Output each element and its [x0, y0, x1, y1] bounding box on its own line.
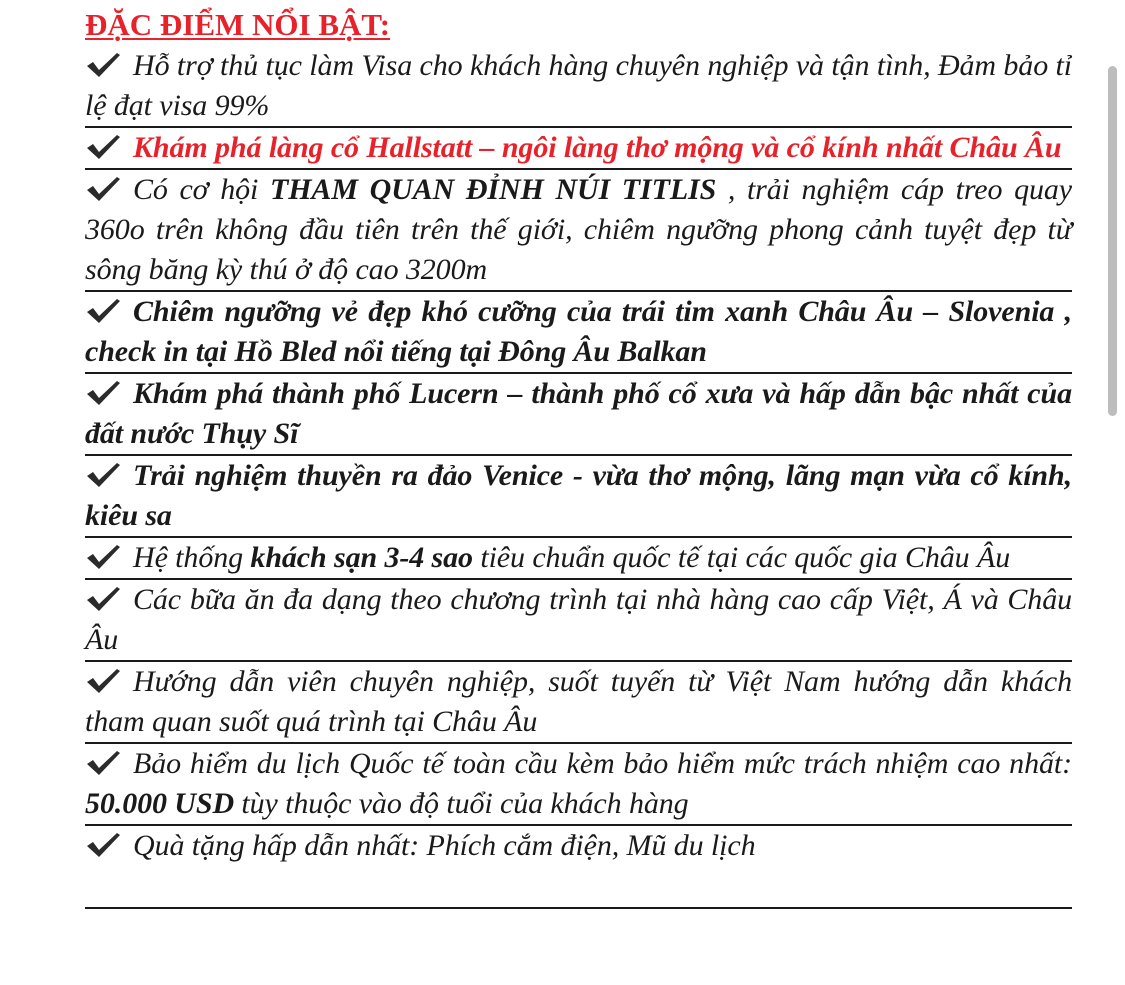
feature-text: Chiêm ngưỡng vẻ đẹp khó cưỡng của trái tim xanh Châu Âu – Slovenia , check in tại Hồ Bled nổi tiếng tại Đông Âu Balkan: [85, 295, 1072, 368]
feature-text: , trải nghiệm cáp treo quay 360o trên không đầu tiên trên thế giới, chiêm ngưỡng phong cảnh tuyệt đẹp từ sông băng kỳ thú ở độ cao 3200m: [85, 173, 1072, 286]
scrollbar-thumb[interactable]: [1108, 66, 1117, 416]
feature-item-slovenia: [85, 292, 1072, 374]
feature-item-titlis: [85, 170, 1072, 292]
check-icon: [85, 380, 121, 406]
feature-text: Các bữa ăn đa dạng theo chương trình tại nhà hàng cao cấp Việt, Á và Châu Âu: [85, 583, 1072, 656]
check-icon: [85, 750, 121, 776]
divider: [85, 866, 1072, 909]
check-icon: [85, 298, 121, 324]
check-icon: [85, 668, 121, 694]
section-heading: ĐẶC ĐIỂM NỔI BẬT:: [85, 7, 391, 42]
feature-text: Hướng dẫn viên chuyên nghiệp, suốt tuyến từ Việt Nam hướng dẫn khách tham quan suốt quá trình tại Châu Âu: [85, 665, 1072, 738]
feature-text: Hệ thống: [133, 541, 251, 574]
check-icon: [85, 176, 121, 202]
feature-text: tiêu chuẩn quốc tế tại các quốc gia Châu Âu: [472, 541, 1011, 574]
check-icon: [85, 586, 121, 612]
feature-text: Quà tặng hấp dẫn nhất: Phích cắm điện, Mũ du lịch: [133, 829, 756, 862]
feature-item-gift: [85, 826, 1072, 866]
feature-text: Hỗ trợ thủ tục làm Visa cho khách hàng chuyên nghiệp và tận tình, Đảm bảo tỉ lệ đạt visa 99%: [85, 49, 1072, 122]
feature-item-hallstatt: [85, 128, 1072, 170]
feature-text: Trải nghiệm thuyền ra đảo Venice - vừa thơ mộng, lãng mạn vừa cổ kính, kiêu sa: [85, 459, 1072, 532]
feature-item-venice: [85, 456, 1072, 538]
feature-item-guide: [85, 662, 1072, 744]
feature-item-meals: [85, 580, 1072, 662]
check-icon: [85, 52, 121, 78]
feature-text: Bảo hiểm du lịch Quốc tế toàn cầu kèm bảo hiểm mức trách nhiệm cao nhất:: [133, 747, 1072, 780]
feature-item-hotel: [85, 538, 1072, 580]
feature-text-bold: khách sạn 3-4 sao: [250, 541, 473, 574]
feature-text-bold: 50.000 USD: [85, 787, 235, 820]
document-body: [85, 6, 1072, 909]
feature-item-visa: [85, 46, 1072, 128]
check-icon: [85, 134, 121, 160]
feature-text: Có cơ hội: [133, 173, 270, 206]
check-icon: [85, 832, 121, 858]
check-icon: [85, 544, 121, 570]
feature-item-insurance: [85, 744, 1072, 826]
feature-text: tùy thuộc vào độ tuổi của khách hàng: [234, 787, 689, 820]
feature-text: Khám phá làng cổ Hallstatt – ngôi làng thơ mộng và cổ kính nhất Châu Âu: [133, 131, 1062, 164]
feature-item-lucern: [85, 374, 1072, 456]
check-icon: [85, 462, 121, 488]
feature-text: Khám phá thành phố Lucern – thành phố cổ xưa và hấp dẫn bậc nhất của đất nước Thụy Sĩ: [85, 377, 1072, 450]
feature-text-bold: THAM QUAN ĐỈNH NÚI TITLIS: [269, 173, 717, 206]
